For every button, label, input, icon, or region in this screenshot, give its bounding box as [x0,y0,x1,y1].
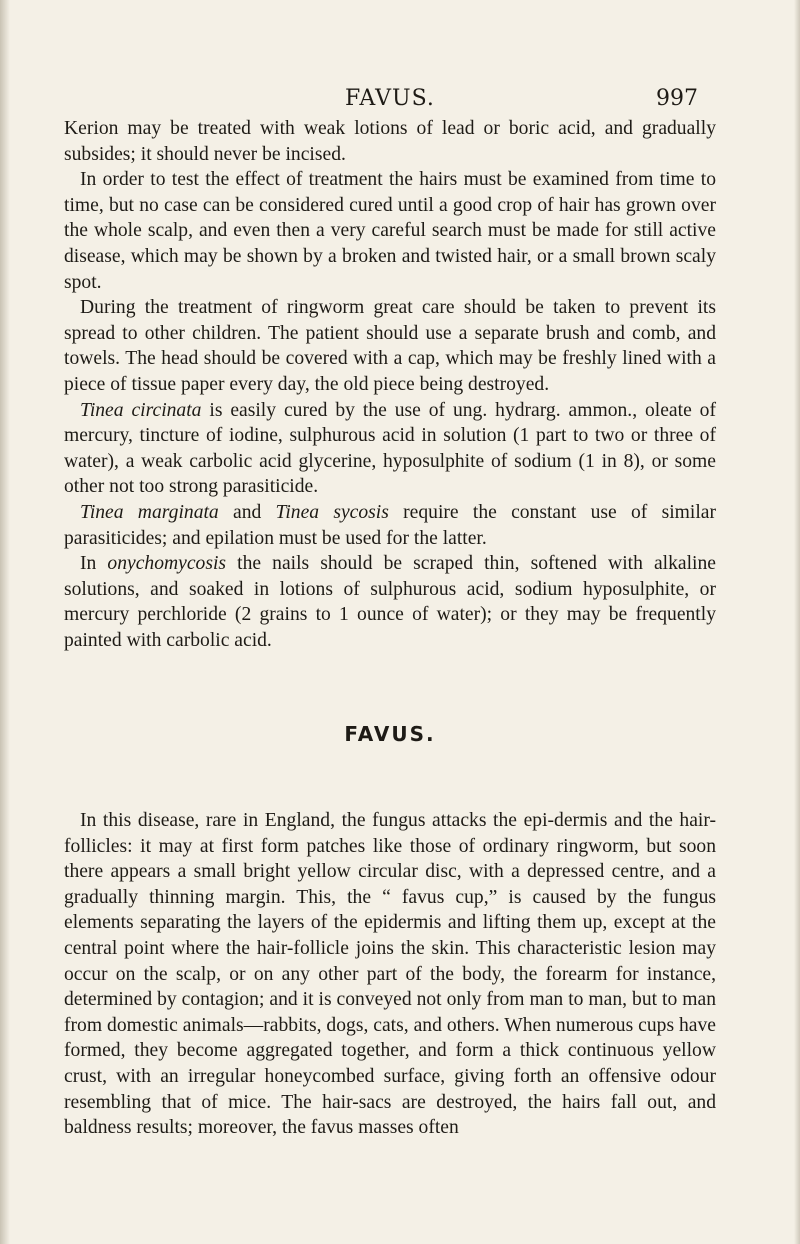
page-body [64,116,716,1141]
paragraph-spread-prevention: During the treatment of ringworm great care should be taken to prevent its spread to other children. The patient should use a separate brush and comb, and towels. The head should be covered with a cap, which may be freshly lined with a piece of tissue paper every day, the old piece being destroyed. [64,297,716,395]
page-edge-left [0,0,10,1244]
term-onychomycosis: onychomycosis [107,553,227,575]
paragraph-test-treatment: In order to test the effect of treatment the hairs must be examined from time to time, but no case can be considered cured until a good crop of hair has grown over the whole scalp, and even then a very careful search must be made for still active disease, which may be shown by a broken and twisted hair, or a small brown scaly spot. [64,169,716,293]
paragraph-tinea-marginata [64,500,716,551]
paragraph-text: require the constant use of similar parasiticides; and epilation must be used for the latter. [64,501,716,549]
paragraph-text: the nails should be scraped thin, softened with alkaline solutions, and soaked in lotions of sulphurous acid, sodium hyposulphite, or mercury perchloride (2 grains to 1 ounce of water); or they may be frequently painted with carbolic acid. [64,553,716,651]
paragraph-tinea-circinata [64,398,716,500]
paragraph-favus-description: In this disease, rare in England, the fungus attacks the epi-dermis and the hair-follicles: it may at first form patches like those of ordinary ringworm, but soon there appears a small bright yellow circular disc, with a depressed centre, and a gradually thinning margin. This, the “ favus cup,” is caused by the fungus elements separating the layers of the epidermis and lifting them up, except at the central point where the hair-follicle joins the skin. This characteristic lesion may occur on the scalp, or on any other part of the body, the forearm for instance, determined by contagion; and it is conveyed not only from man to man, but to man from domestic animals—rabbits, dogs, cats, and others. When numerous cups have formed, they become aggregated together, and form a thick continuous yellow crust, with an irregular honeycombed surface, giving forth an offensive odour resembling that of mice. The hair-sacs are destroyed, the hairs fall out, and baldness results; moreover, the favus masses often [64,810,716,1139]
paragraph-onychomycosis [64,551,716,653]
term-tinea-circinata: Tinea circinata [80,399,202,421]
term-tinea-marginata: Tinea marginata [80,501,219,523]
page-edge-right [794,0,800,1244]
page-number: 997 [656,86,698,111]
term-tinea-sycosis: Tinea sycosis [275,501,389,523]
paragraph-text: and [218,501,276,523]
paragraph-text: is easily cured by the use of ung. hydrarg. ammon., oleate of mercury, tincture of iodine, sulphurous acid in solution (1 part to two or three of water), a weak carbolic acid glycerine, hyposulphite of sodium (1 in 8), or some other not too strong parasiticide. [64,399,716,498]
section-heading-favus: FAVUS. [344,722,436,747]
running-title: FAVUS. [345,86,435,111]
paragraph-text: In [80,553,108,575]
running-head [0,86,800,116]
paragraph-kerion: Kerion may be treated with weak lotions of lead or boric acid, and gradually subsides; it should never be incised. [64,118,716,165]
